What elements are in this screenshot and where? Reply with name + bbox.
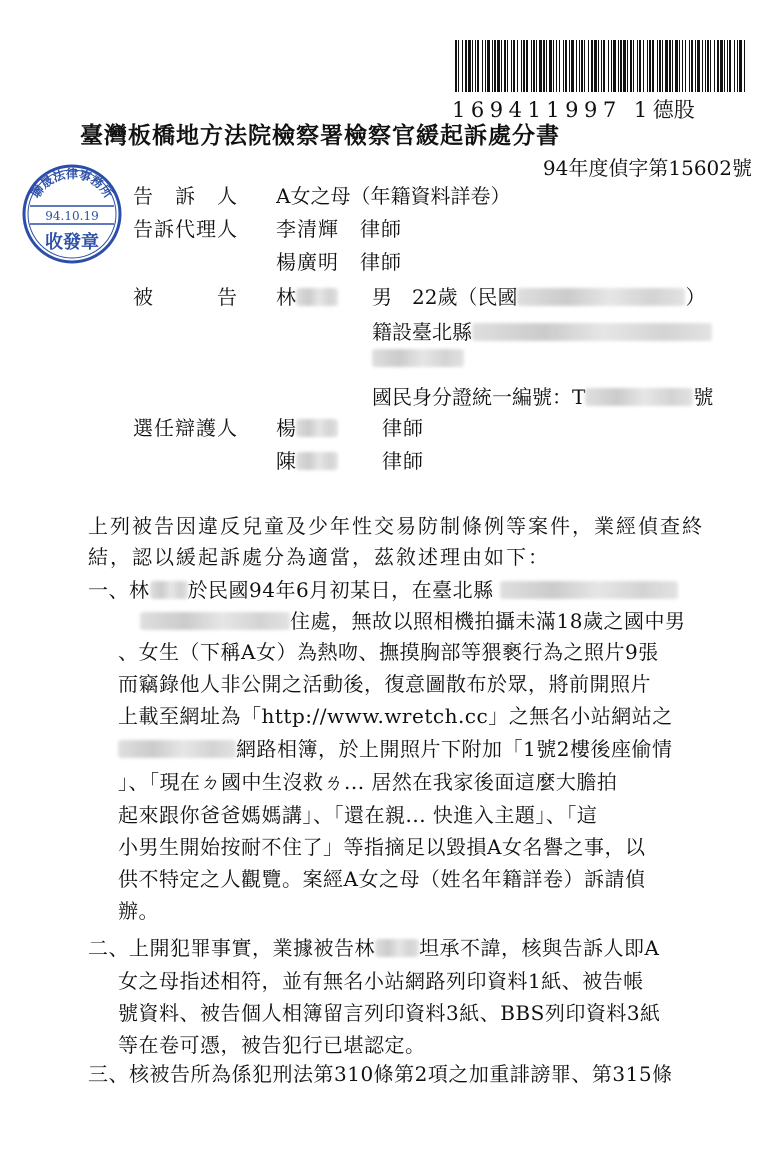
section2-line-4: 等在卷可憑，被告犯行已堪認定。 bbox=[118, 1033, 426, 1057]
barcode-bar bbox=[569, 40, 570, 92]
section1-line-2 bbox=[140, 605, 685, 634]
barcode-bar bbox=[579, 40, 580, 92]
complainant-label: 告 訴 人 bbox=[133, 184, 238, 208]
barcode-bar bbox=[546, 40, 547, 92]
section1-line-4: 而竊錄他人非公開之活動後，復意圖散布於眾，將前開照片 bbox=[118, 672, 651, 696]
redacted-defender-2 bbox=[296, 452, 338, 470]
defendant-domicile bbox=[372, 316, 712, 345]
section2-line-3: 號資料、被告個人相簿留言列印資料3紙、BBS列印資料3紙 bbox=[118, 1001, 661, 1025]
barcode-bar bbox=[707, 40, 709, 92]
section1-line-6 bbox=[118, 733, 672, 762]
barcode-bar bbox=[717, 40, 719, 92]
barcode-bar bbox=[497, 40, 500, 92]
barcode-bar bbox=[685, 40, 686, 92]
section1-line-7: 」、「現在ㄉ國中生沒救ㄌ... 居然在我家後面這麼大膽拍 bbox=[118, 770, 618, 794]
document-title: 臺灣板橋地方法院檢察署檢察官緩起訴處分書 bbox=[80, 122, 560, 149]
defendant-id bbox=[372, 381, 713, 410]
section2-line-1-text-b: 坦承不諱，核與告訴人即A bbox=[419, 936, 660, 960]
section1-line-11: 辦。 bbox=[118, 899, 159, 923]
barcode-bar bbox=[543, 40, 545, 92]
receipt-stamp bbox=[20, 160, 124, 268]
section1-line-10: 供不特定之人觀覽。案經A女之母（姓名年籍詳卷）訴請偵 bbox=[118, 867, 646, 891]
barcode-bar bbox=[665, 40, 668, 92]
section1-line-1 bbox=[88, 574, 678, 603]
agent-1: 李清輝 律師 bbox=[276, 217, 402, 241]
barcode-bar bbox=[458, 40, 459, 92]
defender-1-surname: 楊 bbox=[276, 416, 296, 440]
barcode-bar bbox=[553, 40, 554, 92]
barcode-bar bbox=[714, 40, 715, 92]
barcode-bar bbox=[689, 40, 690, 92]
redacted-defender-1 bbox=[296, 419, 338, 437]
section1-line-9: 小男生開始按耐不住了」等指摘足以毀損A女名譽之事，以 bbox=[118, 835, 646, 859]
section2-line-1-text-a: 二、上開犯罪事實，業據被告林 bbox=[88, 936, 375, 960]
redacted-name bbox=[375, 939, 419, 957]
barcode-bar bbox=[462, 40, 463, 92]
barcode-bar bbox=[630, 40, 632, 92]
domicile-prefix: 籍設臺北縣 bbox=[372, 320, 472, 344]
complainant-value: A女之母（年籍資料詳卷） bbox=[276, 184, 511, 208]
barcode-bar bbox=[455, 40, 457, 92]
barcode-bar bbox=[611, 40, 612, 92]
section3-line-1: 三、核被告所為係犯刑法第310條第2項之加重誹謗罪、第315條 bbox=[88, 1062, 673, 1086]
barcode-bar bbox=[533, 40, 535, 92]
barcode-bar bbox=[727, 40, 728, 92]
barcode-bar bbox=[637, 40, 638, 92]
barcode-bar bbox=[669, 40, 671, 92]
redacted-id bbox=[585, 388, 693, 406]
barcode-bar bbox=[739, 40, 742, 92]
id-suffix: 號 bbox=[693, 385, 714, 409]
redacted-birthdate bbox=[517, 288, 685, 306]
section1-line-3: 、女生（下稱A女）為熱吻、撫摸胸部等猥褻行為之照片9張 bbox=[118, 640, 659, 664]
defendant-label: 被 告 bbox=[133, 285, 238, 309]
barcode-bar bbox=[526, 40, 528, 92]
barcode-bar bbox=[734, 40, 735, 92]
barcode-bar bbox=[507, 40, 508, 92]
defender-1-title: 律師 bbox=[382, 416, 424, 440]
barcode-bar bbox=[556, 40, 557, 92]
barcode-bar bbox=[603, 40, 605, 92]
defendant-name-row bbox=[276, 281, 338, 310]
barcode-bar bbox=[539, 40, 542, 92]
section1-line-8: 起來跟你爸爸媽媽講」、「還在親... 快進入主題」、「這 bbox=[118, 803, 598, 827]
barcode-bar bbox=[608, 40, 609, 92]
barcode-bar bbox=[549, 40, 552, 92]
agent-2: 楊廣明 律師 bbox=[276, 250, 402, 274]
barcode-bar bbox=[591, 40, 593, 92]
barcode-bar bbox=[581, 40, 583, 92]
barcode-bar bbox=[691, 40, 693, 92]
section2-line-2: 女之母指述相符，並有無名小站網路列印資料1紙、被告帳 bbox=[118, 969, 644, 993]
section1-line-2-text: 住處，無故以照相機拍攝未滿18歲之國中男 bbox=[290, 609, 686, 633]
barcode-bar bbox=[465, 40, 467, 92]
defender-1 bbox=[276, 412, 424, 441]
section1-line-1-text: 於民國94年6月初某日，在臺北縣 bbox=[187, 578, 494, 602]
redacted-name bbox=[296, 288, 338, 306]
barcode-bar bbox=[672, 40, 673, 92]
barcode-bar bbox=[563, 40, 564, 92]
redacted-address-2 bbox=[140, 612, 290, 630]
defender-2-surname: 陳 bbox=[276, 449, 296, 473]
barcode-bar bbox=[697, 40, 700, 92]
barcode-bar bbox=[720, 40, 723, 92]
barcode-bar bbox=[657, 40, 658, 92]
barcode-bar bbox=[472, 40, 473, 92]
defendant-domicile-cont bbox=[372, 346, 464, 370]
barcode-bar bbox=[594, 40, 597, 92]
id-prefix: 國民身分證統一編號：T bbox=[372, 385, 586, 409]
redacted-domicile-2 bbox=[372, 349, 464, 367]
barcode-bar bbox=[565, 40, 567, 92]
barcode-bar bbox=[643, 40, 644, 92]
defender-label: 選任辯護人 bbox=[133, 416, 238, 440]
stamp-bottom-text: 收發章 bbox=[45, 232, 99, 253]
barcode-bar bbox=[477, 40, 479, 92]
defendant-info bbox=[372, 281, 705, 310]
barcode bbox=[455, 40, 745, 92]
barcode-bar bbox=[504, 40, 506, 92]
section1-defendant: 一、林 bbox=[88, 578, 150, 602]
barcode-suffix: 德股 bbox=[652, 98, 695, 122]
barcode-bar bbox=[475, 40, 476, 92]
redacted-address-1 bbox=[500, 581, 678, 599]
barcode-bar bbox=[623, 40, 626, 92]
barcode-bar bbox=[559, 40, 560, 92]
stamp-date: 94.10.19 bbox=[45, 209, 99, 223]
intro-line-1: 上列被告因違反兒童及少年性交易防制條例等案件，業經偵查終 bbox=[88, 514, 704, 538]
barcode-bar bbox=[601, 40, 602, 92]
barcode-bar bbox=[633, 40, 634, 92]
barcode-bar bbox=[679, 40, 680, 92]
intro-line-2: 結，認以緩起訴處分為適當，茲敘述理由如下： bbox=[88, 545, 550, 569]
barcode-bar bbox=[513, 40, 515, 92]
barcode-bar bbox=[523, 40, 525, 92]
barcode-digits: 169411997 1 bbox=[452, 98, 653, 122]
barcode-bar bbox=[682, 40, 683, 92]
barcode-bar bbox=[598, 40, 599, 92]
barcode-bar bbox=[744, 40, 745, 92]
case-number: 94年度偵字第15602號 bbox=[542, 156, 752, 180]
defendant-info-text: 男 22歲（民國 bbox=[372, 285, 518, 309]
barcode-bar bbox=[482, 40, 483, 92]
barcode-bar bbox=[517, 40, 518, 92]
barcode-bar bbox=[702, 40, 703, 92]
defender-2 bbox=[276, 445, 424, 474]
agent-label: 告訴代理人 bbox=[133, 217, 238, 241]
barcode-bar bbox=[652, 40, 654, 92]
barcode-bar bbox=[627, 40, 628, 92]
barcode-bar bbox=[659, 40, 661, 92]
section1-line-5: 上載至網址為「http://www.wretch.cc」之無名小站網站之 bbox=[118, 704, 673, 728]
barcode-bar bbox=[639, 40, 641, 92]
barcode-bar bbox=[492, 40, 493, 92]
redacted-name bbox=[150, 581, 188, 599]
section2-line-1 bbox=[88, 932, 659, 961]
barcode-bar bbox=[729, 40, 731, 92]
barcode-bar bbox=[521, 40, 522, 92]
barcode-bar bbox=[584, 40, 585, 92]
defender-2-title: 律師 bbox=[382, 449, 424, 473]
barcode-bar bbox=[613, 40, 616, 92]
barcode-bar bbox=[618, 40, 619, 92]
defendant-surname: 林 bbox=[276, 285, 296, 309]
barcode-bar bbox=[675, 40, 678, 92]
section1-line-6-text: 網路相簿，於上開照片下附加「1號2樓後座偷情 bbox=[236, 737, 673, 761]
barcode-bar bbox=[511, 40, 512, 92]
barcode-bar bbox=[536, 40, 537, 92]
barcode-bar bbox=[468, 40, 471, 92]
barcode-bar bbox=[576, 40, 577, 92]
barcode-bar bbox=[485, 40, 486, 92]
barcode-bar bbox=[620, 40, 622, 92]
barcode-bar bbox=[487, 40, 490, 92]
barcode-bar bbox=[588, 40, 589, 92]
barcode-bar bbox=[494, 40, 496, 92]
barcode-bar bbox=[501, 40, 502, 92]
redacted-account bbox=[118, 740, 236, 758]
redacted-domicile-1 bbox=[472, 323, 712, 341]
defendant-info-close: ） bbox=[685, 285, 706, 309]
barcode-bar bbox=[571, 40, 574, 92]
barcode-bar bbox=[705, 40, 706, 92]
barcode-bar bbox=[737, 40, 738, 92]
stamp-top-text: 聯晟法律事務所 bbox=[28, 167, 116, 201]
barcode-bar bbox=[647, 40, 648, 92]
barcode-bar bbox=[531, 40, 532, 92]
barcode-bar bbox=[649, 40, 651, 92]
barcode-bar bbox=[710, 40, 711, 92]
barcode-bar bbox=[724, 40, 725, 92]
barcode-bar bbox=[695, 40, 696, 92]
barcode-bar bbox=[662, 40, 663, 92]
